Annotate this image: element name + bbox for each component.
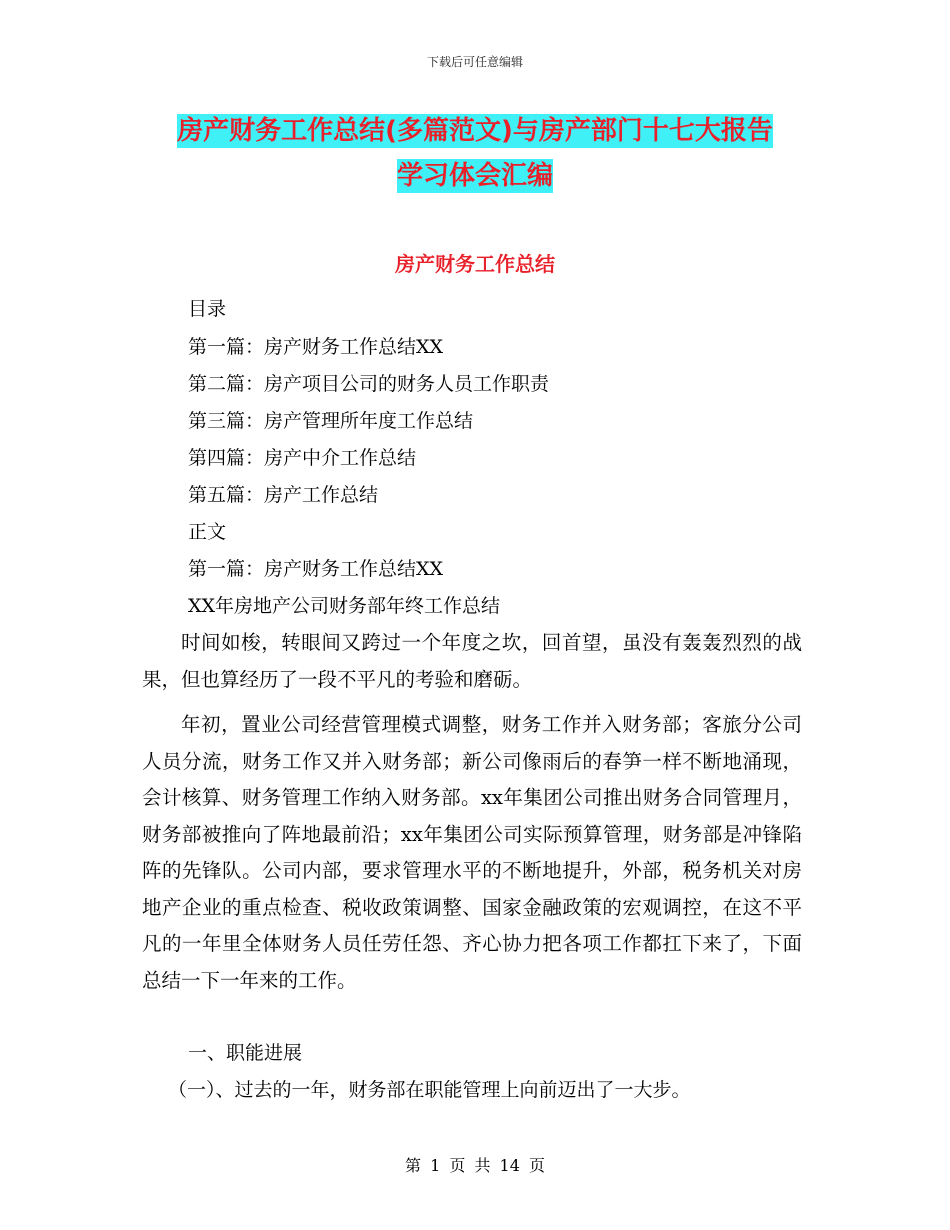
title-line-2: 学习体会汇编 (396, 161, 553, 191)
toc-item: 第三篇：房产管理所年度工作总结 (188, 410, 474, 432)
toc-item: 第一篇：房产财务工作总结XX (188, 336, 444, 358)
page-number: 第 1 页 共 14 页 (405, 1156, 545, 1175)
toc-heading: 目录 (188, 298, 227, 320)
document-title (0, 109, 950, 199)
paragraph: 时间如梭，转眼间又跨过一个年度之坎，回首望，虽没有轰轰烈烈的战果，但也算经历了一段不平凡的考验和磨砺。 (142, 631, 802, 691)
subsection-heading: （一）、过去的一年，财务部在职能管理上向前迈出了一大步。 (168, 1079, 691, 1101)
section-title: 房产财务工作总结 (395, 252, 555, 276)
toc-item: 第二篇：房产项目公司的财务人员工作职责 (188, 373, 550, 395)
title-line-1: 房产财务工作总结(多篇范文)与房产部门十七大报告 (177, 116, 773, 146)
header-note: 下载后可任意编辑 (426, 55, 523, 69)
body-paragraphs (142, 625, 802, 999)
toc-item: 第五篇：房产工作总结 (188, 484, 379, 506)
toc-item: 第四篇：房产中介工作总结 (188, 447, 417, 469)
report-subtitle: XX年房地产公司财务部年终工作总结 (188, 595, 501, 617)
body-label: 正文 (188, 521, 227, 543)
paragraph: 年初，置业公司经营管理模式调整，财务工作并入财务部；客旅分公司人员分流，财务工作又并入财务部；新公司像雨后的春笋一样不断地涌现，会计核算、财务管理工作纳入财务部。xx年集团公司推出财务合同管理月，财务部被推向了阵地最前沿；xx年集团公司实际预算管理，财务部是冲锋陷阵的先锋队。公司内部，要求管理水平的不断地提升，外部，税务机关对房地产企业的重点检查、税收政策调整、国家金融政策的宏观调控，在这不平凡的一年里全体财务人员任劳任怨、齐心协力把各项工作都扛下来了，下面总结一下一年来的工作。 (142, 713, 802, 992)
section-heading: 一、职能进展 (188, 1042, 303, 1064)
chapter-title: 第一篇：房产财务工作总结XX (188, 558, 444, 580)
